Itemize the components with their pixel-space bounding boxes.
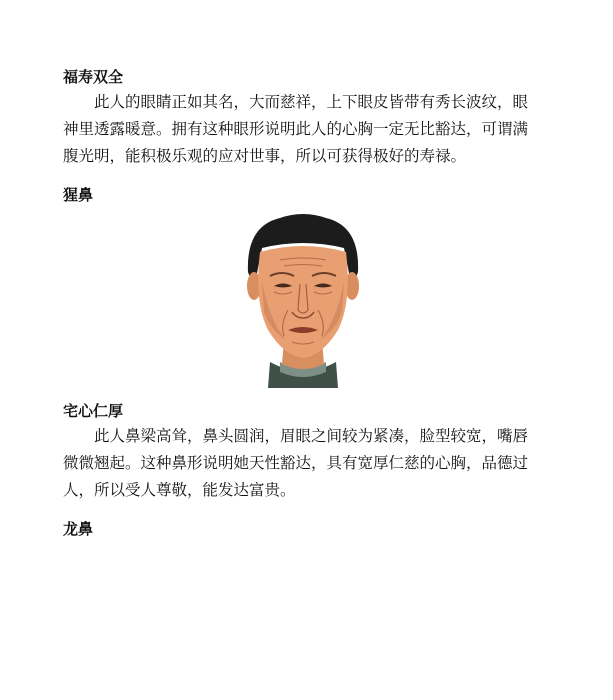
face-portrait-icon xyxy=(240,212,366,388)
face-shape xyxy=(258,246,348,358)
paragraph-line: 微微翘起。这种鼻形说明她天性豁达，具有宽厚仁慈的心胸，品德过 xyxy=(63,454,529,472)
section-subtitle-zhaixin-renhou: 宅心仁厚 xyxy=(63,402,124,420)
paragraph-line: 腹光明，能积极乐观的应对世事，所以可获得极好的寿禄。 xyxy=(63,147,467,165)
paragraph-line: 此人的眼睛正如其名，大而慈祥，上下眼皮皆带有秀长波纹，眼 xyxy=(94,93,529,111)
paragraph-line: 人，所以受人尊敬，能发达富贵。 xyxy=(63,481,296,499)
paragraph-line: 神里透露暖意。拥有这种眼形说明此人的心胸一定无比豁达，可谓满 xyxy=(63,120,529,138)
paragraph-zhaixin-renhou xyxy=(63,423,551,504)
paragraph-fushou-shuangquan xyxy=(63,89,551,170)
section-title-xing-bi: 猩鼻 xyxy=(63,186,94,204)
section-title-long-bi: 龙鼻 xyxy=(63,520,94,538)
paragraph-line: 此人鼻梁高耸，鼻头圆润，眉眼之间较为紧凑，脸型较宽，嘴唇 xyxy=(94,427,529,445)
elderly-woman-portrait-image xyxy=(240,212,366,388)
section-title-fushou-shuangquan: 福寿双全 xyxy=(63,68,124,86)
